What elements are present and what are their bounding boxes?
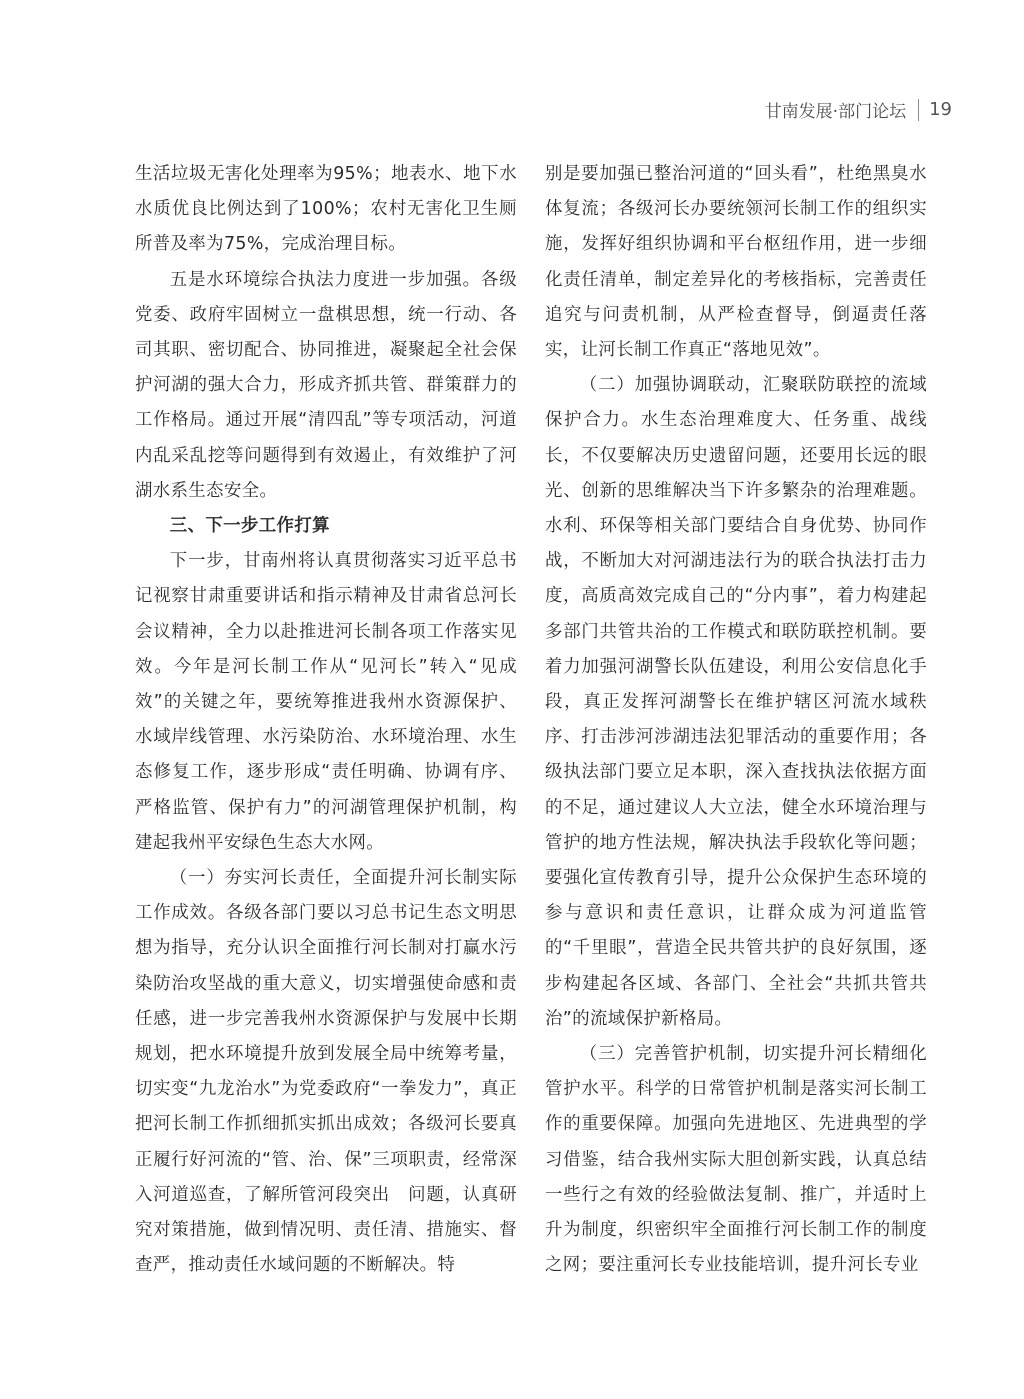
paragraph: 生活垃圾无害化处理率为95%；地表水、地下水水质优良比例达到了100%；农村无害化卫生厕所普及率为75%，完成治理目标。 — [135, 164, 517, 255]
right-column — [545, 157, 927, 1284]
paragraph: 下一步，甘南州将认真贯彻落实习近平总书记视察甘肃重要讲话和指示精神及甘肃省总河长会议精神，全力以赴推进河长制各项工作落实见效。今年是河长制工作从“见河长”转入“见成效”的关键之年，要统筹推进我州水资源保护、水域岸线管理、水污染防治、水环境治理、水生态修复工作，逐步形成“责任明确、协调有序、严格监管、保护有力”的河湖管理保护机制，构建起我州平安绿色生态大水网。 — [135, 551, 517, 853]
section-title: 甘南发展·部门论坛 — [764, 102, 907, 122]
paragraph: 五是水环境综合执法力度进一步加强。各级党委、政府牢固树立一盘棋思想，统一行动、各司其职、密切配合、协同推进，凝聚起全社会保护河湖的强大合力，形成齐抓共管、群策群力的工作格局。通过开展“清四乱”等专项活动，河道内乱采乱挖等问题得到有效遏止，有效维护了河湖水系生态安全。 — [135, 269, 517, 501]
paragraph: （二）加强协调联动，汇聚联防联控的流域保护合力。水生态治理难度大、任务重、战线长，不仅要解决历史遗留问题，还要用长远的眼光、创新的思维解决当下许多繁杂的治理难题。水利、环保等相关部门要结合自身优势、协同作战，不断加大对河湖违法行为的联合执法打击力度，高质高效完成自己的“分内事”，着力构建起多部门共管共治的工作模式和联防联控机制。要着力加强河湖警长队伍建设，利用公安信息化手段，真正发挥河湖警长在维护辖区河流水域秩序、打击涉河涉湖违法犯罪活动的重要作用；各级执法部门要立足本职，深入查找执法依据方面的不足，通过建议人大立法，健全水环境治理与管护的地方性法规，解决执法手段软化等问题；要强化宣传教育引导，提升公众保护生态环境的参与意识和责任意识，让群众成为河道监管的“千里眼”，营造全民共管共护的良好氛围，逐步构建起各区域、各部门、全社会“共抓共管共治”的流域保护新格局。 — [545, 375, 927, 1029]
paragraph: （三）完善管护机制，切实提升河长精细化管护水平。科学的日常管护机制是落实河长制工作的重要保障。加强向先进地区、先进典型的学习借鉴，结合我州实际大胆创新实践，认真总结一些行之有效的经验做法复制、推广，并适时上升为制度，织密织牢全面推行河长制工作的制度之网；要注重河长专业技能培训，提升河长专业 — [545, 1044, 927, 1276]
header-divider — [918, 99, 919, 121]
left-column — [135, 157, 517, 1284]
paragraph: 别是要加强已整治河道的“回头看”，杜绝黑臭水体复流；各级河长办要统领河长制工作的组织实施，发挥好组织协调和平台枢纽作用，进一步细化责任清单，制定差异化的考核指标，完善责任追究与问责机制，从严检查督导，倒逼责任落实，让河长制工作真正“落地见效”。 — [545, 164, 927, 361]
section-heading: 三、下一步工作打算 — [169, 516, 330, 537]
page-number: 19 — [929, 99, 952, 120]
paragraph: （一）夯实河长责任，全面提升河长制实际工作成效。各级各部门要以习总书记生态文明思想为指导，充分认识全面推行河长制对打赢水污染防治攻坚战的重大意义，切实增强使命感和责任感，进一步完善我州水资源保护与发展中长期规划，把水环境提升放到发展全局中统筹考量，切实变“九龙治水”为党委政府“一拳发力”，真正把河长制工作抓细抓实抓出成效；各级河长要真正履行好河流的“管、治、保”三项职责，经常深入河道巡查，了解所管河段突出 问题，认真研究对策措施，做到情况明、责任清、措施实、督查严，推动责任水域问题的不断解决。特 — [135, 868, 517, 1276]
running-header — [765, 97, 952, 122]
